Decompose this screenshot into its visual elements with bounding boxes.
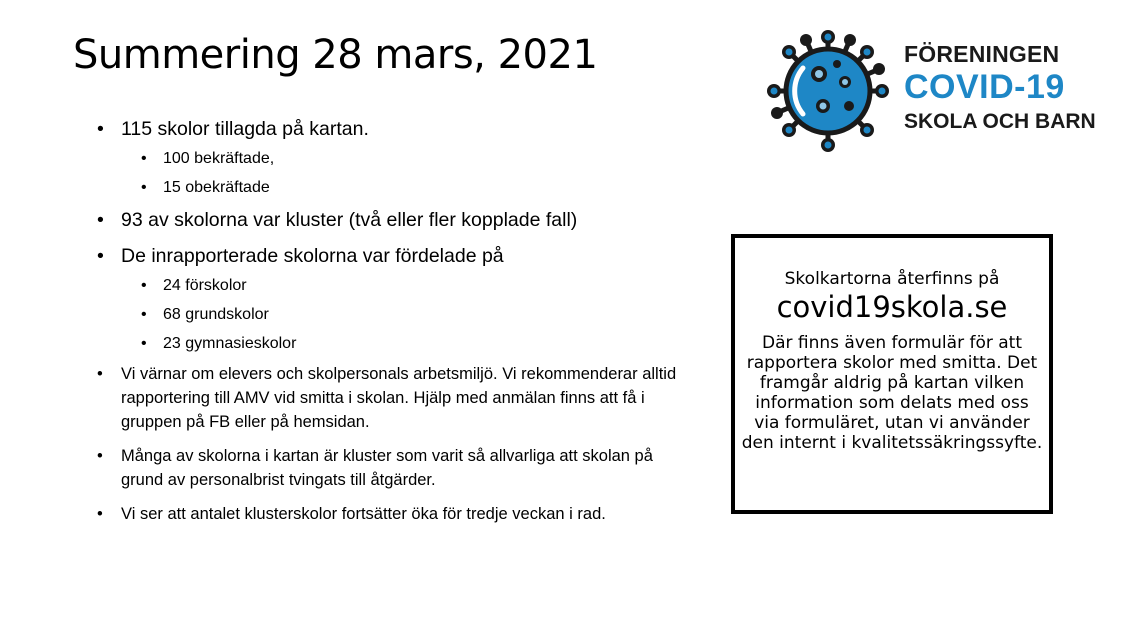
- sub-bullet-unconfirmed: • 15 obekräftade: [95, 177, 695, 199]
- sub-list-confirmed: [95, 148, 695, 199]
- bullet-distribution: • De inrapporterade skolorna var fördelade på: [95, 243, 695, 269]
- bullet-work-environment: • Vi värnar om elevers och skolpersonals arbetsmiljö. Vi rekommenderar alltid rapportering till AMV vid smitta i skolan. Hjälp med anmälan finns att få i gruppen på FB eller på hemsidan.: [95, 362, 695, 434]
- logo: [763, 26, 1123, 156]
- bullet-severe-clusters: • Många av skolorna i kartan är kluster som varit så allvarliga att skolan på grund av personalbrist tvingats till åtgärder.: [95, 444, 695, 492]
- logo-line-skola: SKOLA OCH BARN: [904, 110, 1096, 133]
- virus-icon: [763, 26, 893, 156]
- info-box-body: Där finns även formulär för att rapportera skolor med smitta. Det framgår aldrig på kartan vilken information som delats med oss via formuläret, utan vi använder den internt i kvalitetssäkringssyfte.: [741, 333, 1043, 453]
- logo-text: [904, 40, 1096, 136]
- info-box-url[interactable]: covid19skola.se: [776, 290, 1008, 324]
- bullet-schools-added: • 115 skolor tillagda på kartan.: [95, 116, 695, 142]
- bullet-clusters: • 93 av skolorna var kluster (två eller fler kopplade fall): [95, 207, 695, 233]
- slide-title: Summering 28 mars, 2021: [73, 32, 598, 78]
- sub-bullet-highschools: • 23 gymnasieskolor: [95, 333, 695, 355]
- bullet-cluster-trend: • Vi ser att antalet klusterskolor fortsätter öka för tredje veckan i rad.: [95, 502, 695, 526]
- sub-bullet-elementary: • 68 grundskolor: [95, 304, 695, 326]
- info-box: [731, 234, 1053, 514]
- logo-line-foreningen: FÖRENINGEN: [904, 41, 1060, 67]
- sub-bullet-confirmed: • 100 bekräftade,: [95, 148, 695, 170]
- sub-bullet-preschools: • 24 förskolor: [95, 275, 695, 297]
- info-box-intro: Skolkartorna återfinns på: [784, 269, 1000, 289]
- bullet-list: [95, 116, 695, 536]
- sub-list-distribution: [95, 275, 695, 355]
- logo-line-covid: COVID-19: [904, 68, 1065, 106]
